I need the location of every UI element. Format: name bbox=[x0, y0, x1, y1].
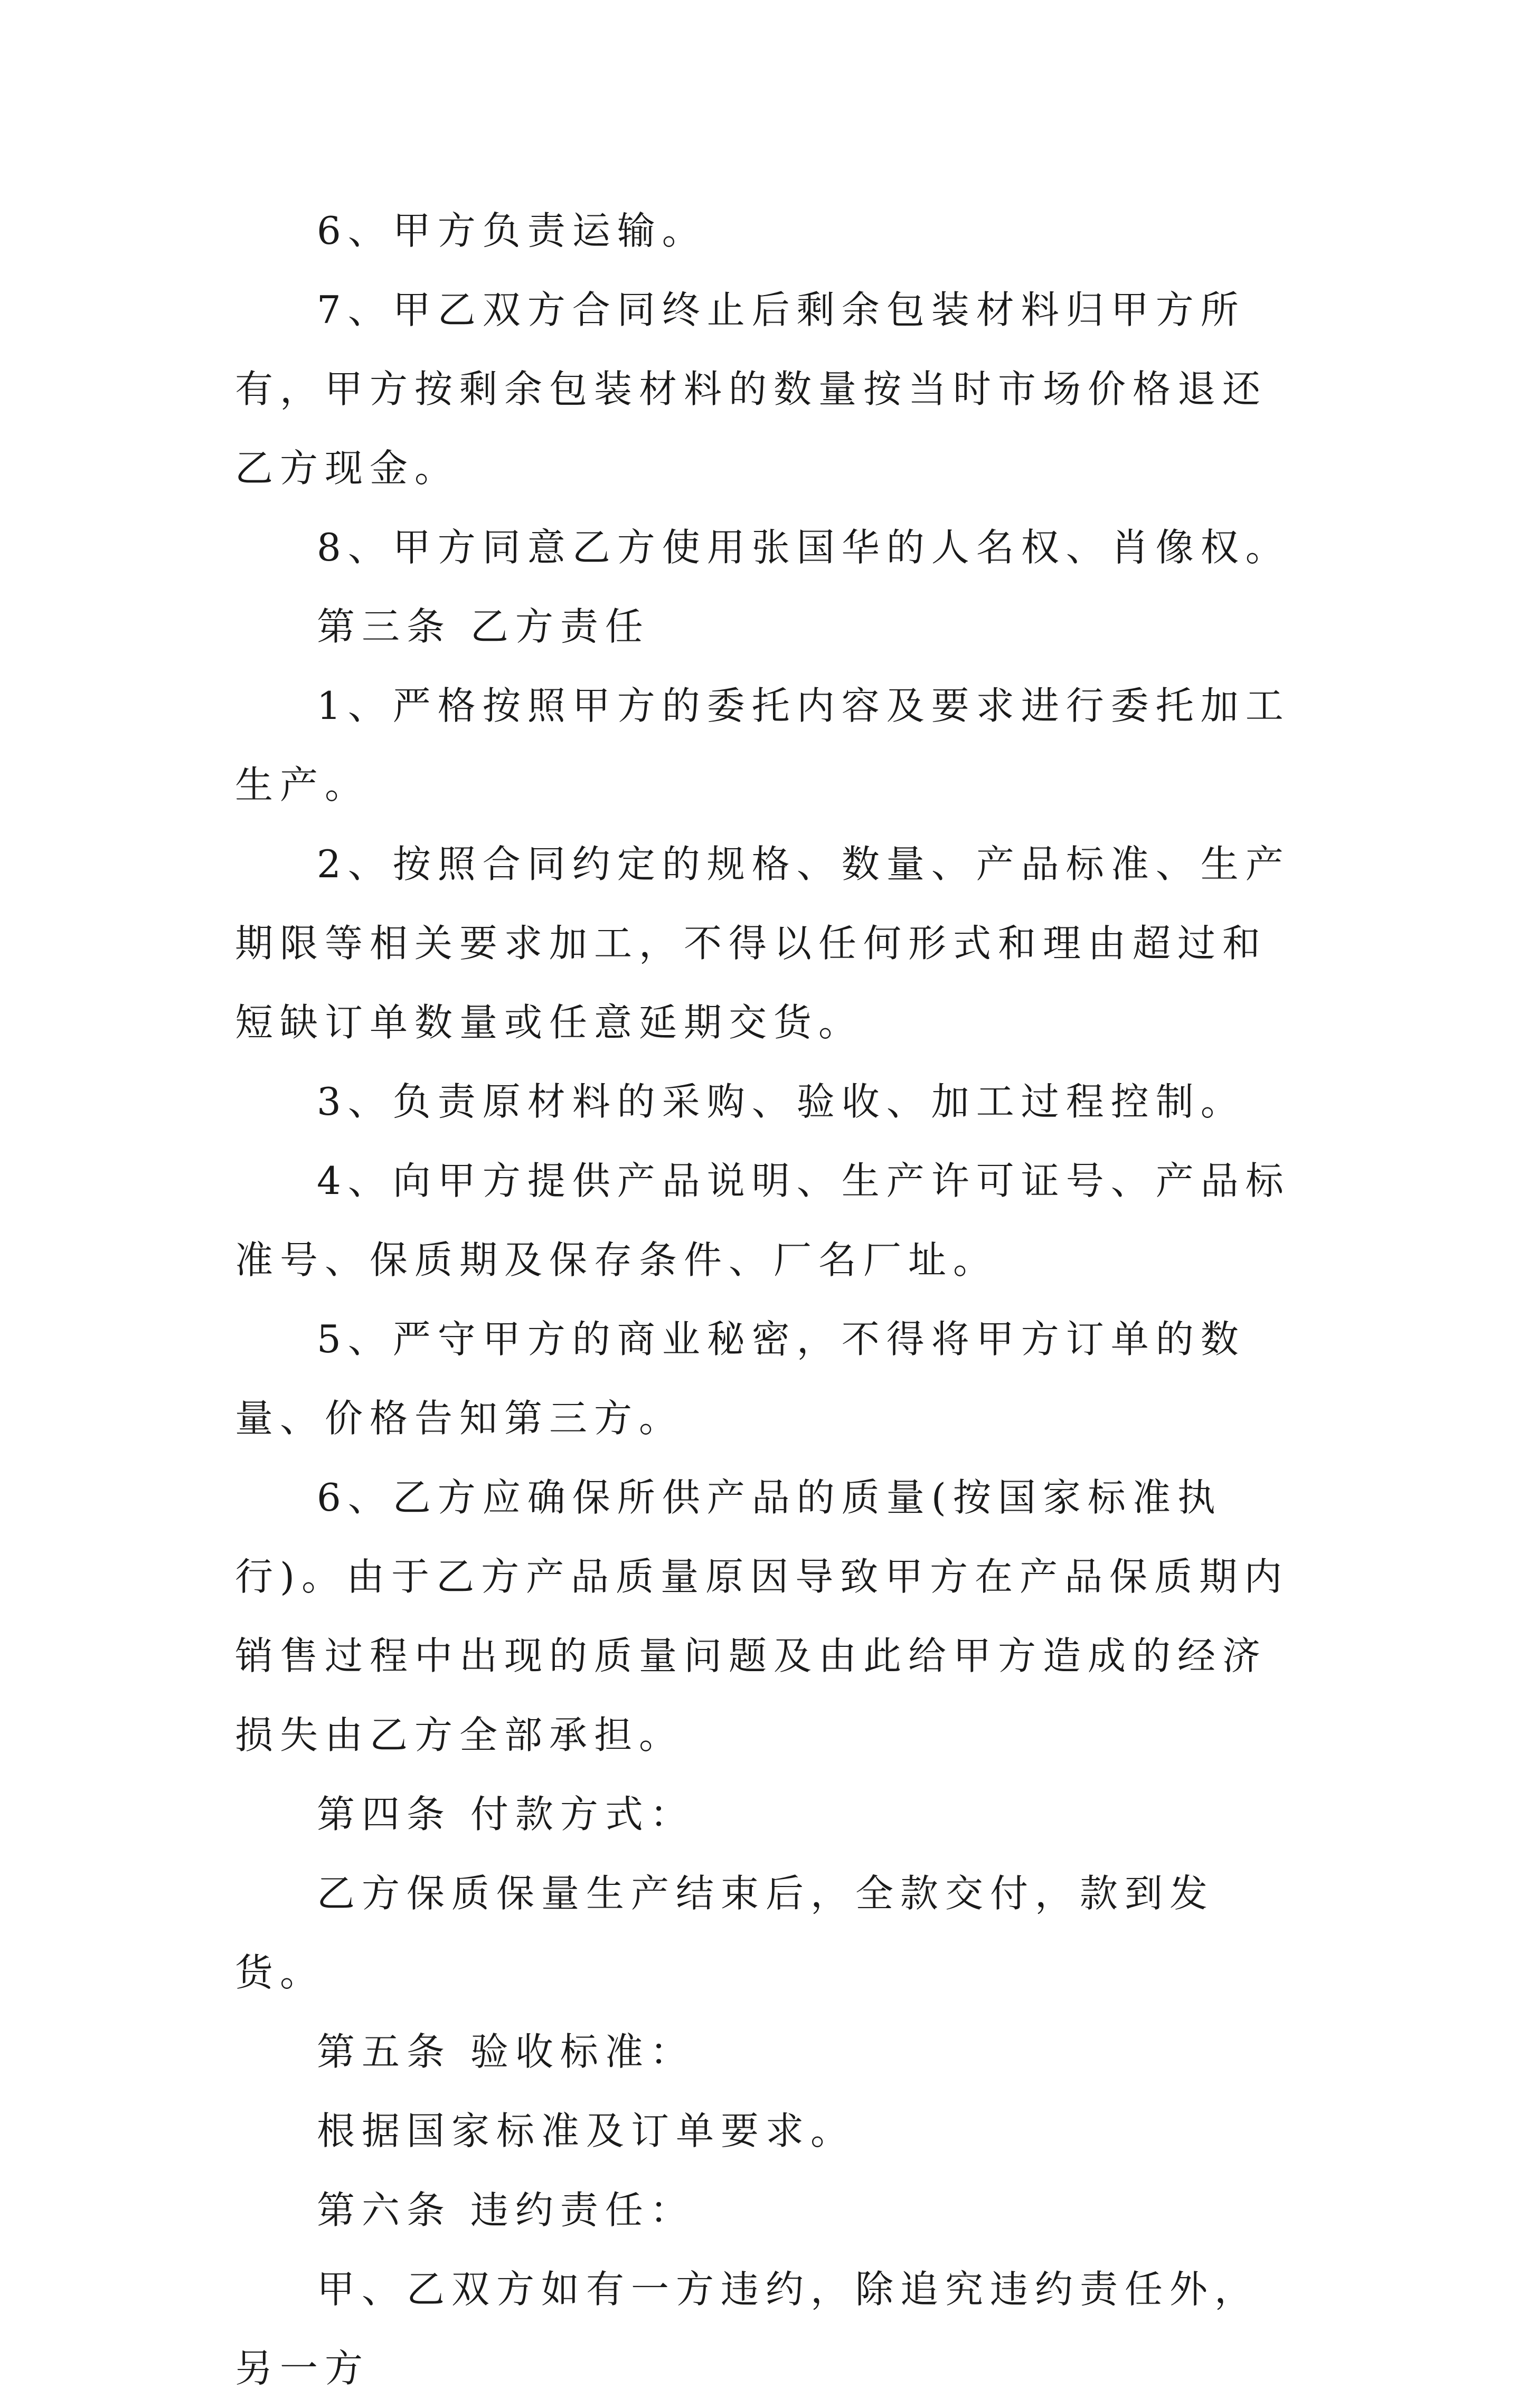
section-heading-article-5: 第五条 验收标准： bbox=[317, 2030, 695, 2074]
section-heading-article-4: 第四条 付款方式： bbox=[317, 1792, 695, 1836]
paragraph-item-2: 2、按照合同约定的规格、数量、产品标准、生产期限等相关要求加工，不得以任何形式和理由超过和短缺订单数量或任意延期交货。 bbox=[235, 842, 1290, 1045]
paragraph-item-5: 5、严守甲方的商业秘密，不得将甲方订单的数量、价格告知第三方。 bbox=[235, 1317, 1246, 1440]
paragraph-item-3: 3、负责原材料的采购、验收、加工过程控制。 bbox=[317, 1079, 1246, 1124]
paragraph-item-1: 1、严格按照甲方的委托内容及要求进行委托加工生产。 bbox=[235, 684, 1290, 807]
paragraph-item-6-transport: 6、甲方负责运输。 bbox=[317, 208, 707, 253]
section-heading-article-6: 第六条 违约责任： bbox=[317, 2188, 695, 2232]
paragraph-item-6-quality: 6、乙方应确保所供产品的质量(按国家标准执行)。由于乙方产品质量原因导致甲方在产品保质期内销售过程中出现的质量问题及由此给甲方造成的经济损失由乙方全部承担。 bbox=[235, 1475, 1289, 1757]
section-heading-article-3: 第三条 乙方责任 bbox=[317, 604, 650, 649]
document-body bbox=[235, 191, 1301, 2408]
paragraph-item-7-packaging: 7、甲乙双方合同终止后剩余包装材料归甲方所有，甲方按剩余包装材料的数量按当时市场价格退还乙方现金。 bbox=[235, 288, 1268, 490]
paragraph-breach-liability: 甲、乙双方如有一方违约，除追究违约责任外，另一方 bbox=[235, 2267, 1260, 2391]
paragraph-payment-terms: 乙方保质保量生产结束后，全款交付，款到发货。 bbox=[235, 1871, 1215, 1995]
paragraph-item-8-portrait-rights: 8、甲方同意乙方使用张国华的人名权、肖像权。 bbox=[317, 525, 1290, 570]
paragraph-acceptance-standard: 根据国家标准及订单要求。 bbox=[317, 2109, 856, 2153]
paragraph-item-4: 4、向甲方提供产品说明、生产许可证号、产品标准号、保质期及保存条件、厂名厂址。 bbox=[235, 1159, 1290, 1282]
